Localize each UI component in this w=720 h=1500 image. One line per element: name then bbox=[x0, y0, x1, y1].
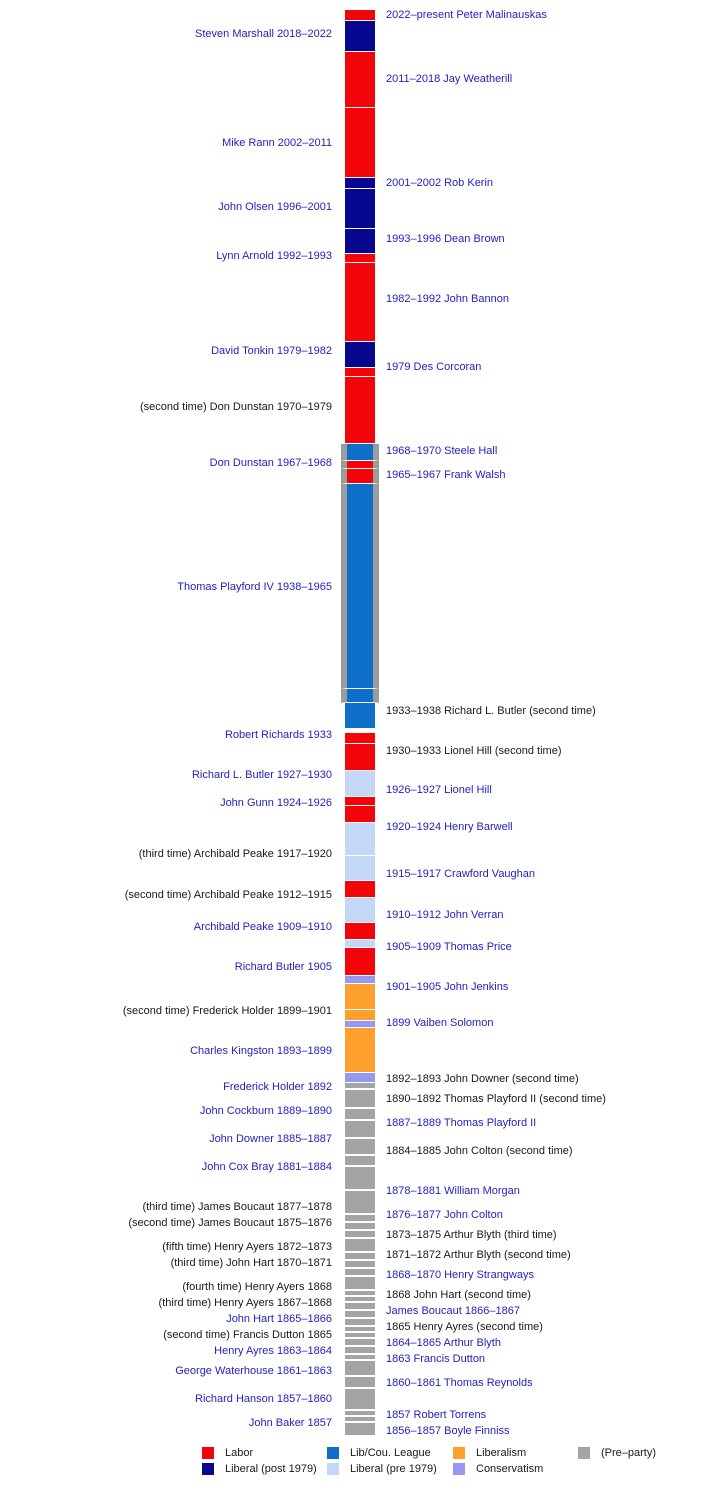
timeline-segment-downer-1 bbox=[345, 1139, 375, 1156]
legend-swatch-liberal_post bbox=[202, 1463, 214, 1475]
timeline-segment-hill-2 bbox=[345, 744, 375, 771]
premier-label-richards[interactable]: Robert Richards 1933 bbox=[224, 729, 332, 741]
premier-label-ayers-4: (fourth time) Henry Ayers 1868 bbox=[182, 1281, 332, 1293]
timeline-segment-hill-1 bbox=[345, 797, 375, 806]
premier-label-hill-2: 1930–1933 Lionel Hill (second time) bbox=[386, 745, 562, 757]
timeline-segment-malinauskas bbox=[345, 10, 375, 21]
timeline-segment-butler-rl-1 bbox=[345, 771, 375, 797]
timeline-segment-butler-r bbox=[345, 976, 375, 984]
timeline-segment-dunstan-1 bbox=[341, 461, 379, 469]
premier-label-barwell[interactable]: 1920–1924 Henry Barwell bbox=[386, 821, 513, 833]
timeline-segment-dunstan-2 bbox=[345, 377, 375, 444]
legend-swatch-liberal_pre bbox=[327, 1463, 339, 1475]
timeline-segment-boucaut-3 bbox=[345, 1215, 375, 1223]
premier-label-baker[interactable]: John Baker 1857 bbox=[248, 1417, 332, 1429]
premier-label-downer-1[interactable]: John Downer 1885–1887 bbox=[209, 1133, 332, 1145]
timeline-segment-hart-1 bbox=[345, 1319, 375, 1327]
premier-label-hart-2: 1868 John Hart (second time) bbox=[386, 1289, 531, 1301]
premier-label-waterhouse[interactable]: George Waterhouse 1861–1863 bbox=[175, 1365, 332, 1377]
premier-label-playford-ii-1[interactable]: 1887–1889 Thomas Playford II bbox=[386, 1117, 537, 1129]
premier-label-marshall[interactable]: Steven Marshall 2018–2022 bbox=[195, 28, 332, 40]
premier-label-holder-1[interactable]: Frederick Holder 1892 bbox=[223, 1081, 332, 1093]
timeline-segment-peake-2 bbox=[345, 898, 375, 923]
premier-label-boucaut-3: (third time) James Boucaut 1877–1878 bbox=[142, 1201, 332, 1213]
legend-swatch-conservatism bbox=[453, 1463, 465, 1475]
timeline-segment-peake-1 bbox=[345, 940, 375, 948]
premier-label-kerin[interactable]: 2001–2002 Rob Kerin bbox=[386, 177, 494, 189]
premier-label-playford-iv[interactable]: Thomas Playford IV 1938–1965 bbox=[177, 581, 332, 593]
premier-label-hart-1[interactable]: John Hart 1865–1866 bbox=[226, 1313, 332, 1325]
timeline-segment-ayers-3 bbox=[345, 1303, 375, 1311]
timeline-segment-bannon bbox=[345, 263, 375, 342]
timeline-segment-blyth-2 bbox=[345, 1261, 375, 1269]
timeline-segment-hall bbox=[341, 444, 379, 461]
premier-label-finniss[interactable]: 1856–1857 Boyle Finniss bbox=[386, 1425, 510, 1437]
timeline-segment-tonkin bbox=[345, 342, 375, 368]
timeline-segment-ayres-1 bbox=[345, 1347, 375, 1355]
premier-label-gunn[interactable]: John Gunn 1924–1926 bbox=[220, 797, 332, 809]
timeline-segment-rann bbox=[345, 108, 375, 178]
premier-label-bray[interactable]: John Cox Bray 1881–1884 bbox=[201, 1161, 332, 1173]
premier-label-rann[interactable]: Mike Rann 2002–2011 bbox=[222, 137, 332, 149]
timeline-segment-olsen bbox=[345, 189, 375, 229]
premier-label-colton-1[interactable]: 1876–1877 John Colton bbox=[386, 1209, 503, 1221]
timeline-segment-finniss bbox=[345, 1423, 375, 1437]
timeline-segment-gunn bbox=[345, 806, 375, 823]
legend-label-labor: Labor bbox=[225, 1447, 254, 1459]
premier-label-ayres-1[interactable]: Henry Ayres 1863–1864 bbox=[214, 1345, 332, 1357]
timeline-segment-cockburn bbox=[345, 1109, 375, 1121]
premier-label-hill-1[interactable]: 1926–1927 Lionel Hill bbox=[386, 784, 492, 796]
timeline-segment-weatherill bbox=[345, 52, 375, 108]
premier-label-butler-rl-2: 1933–1938 Richard L. Butler (second time) bbox=[386, 705, 596, 717]
timeline-segment-solomon bbox=[345, 1021, 375, 1028]
timeline-segment-price bbox=[345, 948, 375, 976]
premier-label-corcoran[interactable]: 1979 Des Corcoran bbox=[386, 361, 482, 373]
premier-label-walsh[interactable]: 1965–1967 Frank Walsh bbox=[386, 469, 506, 481]
timeline-segment-blyth-1 bbox=[345, 1339, 375, 1347]
legend-swatch-preparty bbox=[578, 1447, 590, 1459]
premier-label-arnold[interactable]: Lynn Arnold 1992–1993 bbox=[216, 250, 332, 262]
premier-label-colton-2: 1884–1885 John Colton (second time) bbox=[386, 1145, 573, 1157]
timeline-segment-peake-3 bbox=[345, 856, 375, 881]
premier-label-torrens[interactable]: 1857 Robert Torrens bbox=[386, 1409, 487, 1421]
timeline-segment-strangways bbox=[345, 1277, 375, 1291]
timeline-segment-verran bbox=[345, 923, 375, 940]
premier-label-tonkin[interactable]: David Tonkin 1979–1982 bbox=[211, 345, 332, 357]
premier-label-bannon[interactable]: 1982–1992 John Bannon bbox=[386, 293, 509, 305]
timeline-segment-bray bbox=[345, 1167, 375, 1191]
premier-label-ayres-2: 1865 Henry Ayres (second time) bbox=[386, 1321, 543, 1333]
premier-label-verran[interactable]: 1910–1912 John Verran bbox=[386, 909, 504, 921]
timeline-segment-playford-ii-1 bbox=[345, 1121, 375, 1139]
premier-label-blyth-1[interactable]: 1864–1865 Arthur Blyth bbox=[386, 1337, 501, 1349]
timeline-segment-boucaut-2 bbox=[345, 1231, 375, 1239]
premier-label-hart-3: (third time) John Hart 1870–1871 bbox=[170, 1257, 332, 1269]
premier-label-peake-3: (third time) Archibald Peake 1917–1920 bbox=[138, 848, 332, 860]
timeline-segment-reynolds bbox=[345, 1377, 375, 1389]
timeline-segment-holder-2 bbox=[345, 1010, 375, 1021]
timeline-segment-morgan bbox=[345, 1191, 375, 1215]
timeline-segment-waterhouse bbox=[345, 1361, 375, 1377]
premier-label-butler-r[interactable]: Richard Butler 1905 bbox=[234, 961, 332, 973]
timeline-segment-arnold bbox=[345, 254, 375, 263]
timeline-segment-marshall bbox=[345, 21, 375, 52]
premier-label-dutton-1[interactable]: 1863 Francis Dutton bbox=[386, 1353, 486, 1365]
premier-label-playford-ii-2: 1890–1892 Thomas Playford II (second time) bbox=[386, 1093, 606, 1105]
premier-label-dunstan-1[interactable]: Don Dunstan 1967–1968 bbox=[209, 457, 332, 469]
timeline-segment-colton-2 bbox=[345, 1156, 375, 1167]
premier-label-dunstan-2: (second time) Don Dunstan 1970–1979 bbox=[139, 401, 332, 413]
premier-label-dutton-2: (second time) Francis Dutton 1865 bbox=[163, 1329, 332, 1341]
legend-swatch-lcl bbox=[327, 1447, 339, 1459]
timeline-segment-downer-2 bbox=[345, 1073, 375, 1083]
timeline-segment-boucaut-1 bbox=[345, 1311, 375, 1319]
premier-label-jenkins[interactable]: 1901–1905 John Jenkins bbox=[386, 981, 509, 993]
premier-label-blyth-3: 1873–1875 Arthur Blyth (third time) bbox=[386, 1229, 557, 1241]
legend-label-liberalism: Liberalism bbox=[476, 1447, 527, 1459]
premier-label-hanson[interactable]: Richard Hanson 1857–1860 bbox=[195, 1393, 332, 1405]
legend-label-liberal_post: Liberal (post 1979) bbox=[225, 1463, 317, 1475]
legend-label-liberal_pre: Liberal (pre 1979) bbox=[350, 1463, 437, 1475]
premier-label-boucaut-1[interactable]: James Boucaut 1866–1867 bbox=[386, 1305, 520, 1317]
premier-label-kingston[interactable]: Charles Kingston 1893–1899 bbox=[190, 1045, 332, 1057]
timeline-segment-walsh bbox=[341, 469, 379, 484]
premier-label-weatherill[interactable]: 2011–2018 Jay Weatherill bbox=[386, 73, 513, 85]
timeline-segment-hart-3 bbox=[345, 1269, 375, 1277]
premier-label-solomon[interactable]: 1899 Vaiben Solomon bbox=[386, 1017, 494, 1029]
premier-label-boucaut-2: (second time) James Boucaut 1875–1876 bbox=[128, 1217, 332, 1229]
premier-label-peake-2: (second time) Archibald Peake 1912–1915 bbox=[124, 889, 332, 901]
timeline-segment-holder-1 bbox=[345, 1083, 375, 1090]
premier-label-malinauskas[interactable]: 2022–present Peter Malinauskas bbox=[386, 9, 547, 21]
premier-label-blyth-2: 1871–1872 Arthur Blyth (second time) bbox=[386, 1249, 571, 1261]
premier-label-reynolds[interactable]: 1860–1861 Thomas Reynolds bbox=[386, 1377, 533, 1389]
timeline-segment-corcoran bbox=[345, 368, 375, 377]
timeline-segment-butler-rl-2 bbox=[345, 703, 375, 733]
premier-label-olsen[interactable]: John Olsen 1996–2001 bbox=[218, 201, 332, 213]
premier-label-cockburn[interactable]: John Cockburn 1889–1890 bbox=[199, 1105, 332, 1117]
timeline-segment-playford-ii-2 bbox=[345, 1090, 375, 1109]
premier-label-downer-2: 1892–1893 John Downer (second time) bbox=[386, 1073, 579, 1085]
timeline-segment-kingston bbox=[345, 1028, 375, 1073]
timeline-segment-kerin bbox=[345, 178, 375, 189]
legend-label-lcl: Lib/Cou. League bbox=[350, 1447, 431, 1459]
premier-label-morgan[interactable]: 1878–1881 William Morgan bbox=[386, 1185, 520, 1197]
legend-label-preparty: (Pre–party) bbox=[601, 1447, 657, 1459]
timeline-segment-butler-rl-2a bbox=[341, 689, 379, 703]
timeline-segment-richards bbox=[345, 733, 375, 744]
timeline-segment-barwell bbox=[345, 823, 375, 856]
timeline-segment-ayers-5 bbox=[345, 1253, 375, 1261]
timeline-segment-brown bbox=[345, 229, 375, 254]
premier-label-holder-2: (second time) Frederick Holder 1899–1901 bbox=[122, 1005, 332, 1017]
premier-label-hall[interactable]: 1968–1970 Steele Hall bbox=[386, 445, 498, 457]
timeline-segment-colton-1 bbox=[345, 1223, 375, 1231]
timeline-segment-playford-iv bbox=[341, 484, 379, 689]
legend-swatch-liberalism bbox=[453, 1447, 465, 1459]
premier-label-peake-1[interactable]: Archibald Peake 1909–1910 bbox=[193, 921, 332, 933]
premier-label-strangways[interactable]: 1868–1870 Henry Strangways bbox=[386, 1269, 534, 1281]
premier-label-vaughan[interactable]: 1915–1917 Crawford Vaughan bbox=[386, 868, 536, 880]
timeline-segment-blyth-3 bbox=[345, 1239, 375, 1253]
premier-label-brown[interactable]: 1993–1996 Dean Brown bbox=[386, 233, 505, 245]
timeline-segment-jenkins bbox=[345, 984, 375, 1010]
premier-label-butler-rl-1[interactable]: Richard L. Butler 1927–1930 bbox=[191, 769, 332, 781]
timeline-segment-hanson bbox=[345, 1389, 375, 1411]
premier-label-price[interactable]: 1905–1909 Thomas Price bbox=[386, 941, 512, 953]
legend-swatch-labor bbox=[202, 1447, 214, 1459]
premier-label-ayers-5: (fifth time) Henry Ayers 1872–1873 bbox=[162, 1241, 332, 1253]
legend-label-conservatism: Conservatism bbox=[476, 1463, 544, 1475]
timeline-segment-vaughan bbox=[345, 881, 375, 898]
premier-label-ayers-3: (third time) Henry Ayers 1867–1868 bbox=[158, 1297, 332, 1309]
